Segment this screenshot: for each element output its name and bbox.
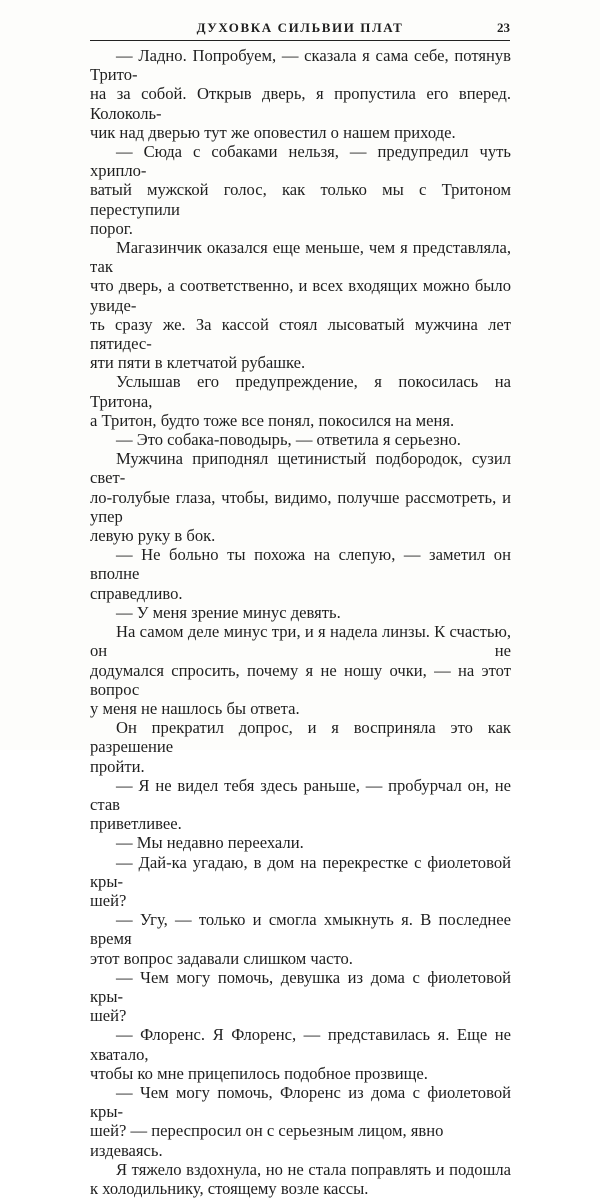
text-line: порог. bbox=[90, 218, 133, 238]
text-line: На самом деле минус три, и я надела линзы. К счастью, он не bbox=[90, 622, 511, 661]
text-line: Услышав его предупреждение, я покосилась на Тритона, bbox=[90, 372, 511, 411]
text-line: додумался спросить, почему я не ношу очки, — на этот вопрос bbox=[90, 660, 511, 699]
paragraph bbox=[90, 776, 511, 834]
text-line: Магазинчик оказался еще меньше, чем я представляла, так bbox=[90, 238, 511, 277]
text-line: — Я не видел тебя здесь раньше, — пробурчал он, не став bbox=[90, 775, 511, 814]
header-rule bbox=[90, 40, 510, 41]
text-line: — Сюда с собаками нельзя, — предупредил чуть хрипло- bbox=[90, 142, 511, 181]
running-title: ДУХОВКА СИЛЬВИИ ПЛАТ bbox=[196, 20, 404, 35]
text-line: шей? — переспросил он с серьезным лицом, явно издеваясь. bbox=[90, 1121, 444, 1160]
text-line: Мужчина приподнял щетинистый подбородок, сузил свет- bbox=[90, 449, 511, 488]
text-line: приветливее. bbox=[90, 814, 182, 834]
text-line: — Чем могу помочь, Флоренс из дома с фиолетовой кры- bbox=[90, 1082, 511, 1122]
paragraph bbox=[90, 833, 511, 852]
text-line: ло-голубые глаза, чтобы, видимо, получше рассмотреть, и упер bbox=[90, 487, 511, 526]
text-line: к холодильнику, стоящему возле кассы. bbox=[90, 1178, 369, 1198]
paragraph bbox=[90, 46, 511, 142]
text-line: — Чем могу помочь, девушка из дома с фиолетовой кры- bbox=[90, 967, 511, 1006]
paragraph bbox=[90, 622, 511, 718]
paragraph bbox=[90, 372, 511, 430]
text-line: пройти. bbox=[90, 756, 145, 776]
text-line: чик над дверью тут же оповестил о нашем приходе. bbox=[90, 122, 456, 142]
paragraph bbox=[90, 449, 511, 545]
text-line: этот вопрос задавали слишком часто. bbox=[90, 948, 353, 968]
text-line: Он прекратил допрос, и я восприняла это как разрешение bbox=[90, 718, 511, 757]
paragraph bbox=[90, 603, 511, 622]
text-line: — Это собака-поводырь, — ответила я серьезно. bbox=[116, 430, 461, 450]
paragraph bbox=[90, 910, 511, 968]
body-text bbox=[90, 46, 511, 1198]
text-line: — Дай-ка угадаю, в дом на перекрестке с фиолетовой кры- bbox=[90, 852, 511, 891]
paragraph bbox=[90, 1083, 511, 1160]
text-line: Я тяжело вздохнула, но не стала поправлять и подошла bbox=[116, 1159, 511, 1179]
paragraph bbox=[90, 238, 511, 372]
running-head bbox=[90, 20, 510, 38]
text-line: у меня не нашлось бы ответа. bbox=[90, 698, 300, 718]
text-line: — Угу, — только и смогла хмыкнуть я. В последнее время bbox=[90, 910, 511, 949]
text-line: — Ладно. Попробуем, — сказала я сама себе, потянув Трито- bbox=[90, 46, 511, 85]
text-line: ватый мужской голос, как только мы с Тритоном переступили bbox=[90, 180, 511, 219]
text-line: — Не больно ты похожа на слепую, — заметил он вполне bbox=[90, 545, 511, 584]
text-line: — Мы недавно переехали. bbox=[116, 833, 304, 853]
text-line: на за собой. Открыв дверь, я пропустила его вперед. Колоколь- bbox=[90, 84, 511, 123]
paragraph bbox=[90, 430, 511, 449]
paragraph bbox=[90, 853, 511, 911]
text-line: яти пяти в клетчатой рубашке. bbox=[90, 353, 306, 373]
text-line: а Тритон, будто тоже все понял, покосился на меня. bbox=[90, 410, 455, 430]
text-line: шей? bbox=[90, 1006, 127, 1026]
text-line: ть сразу же. За кассой стоял лысоватый мужчина лет пятидес- bbox=[90, 314, 511, 354]
page-number: 23 bbox=[497, 20, 510, 35]
text-line: левую руку в бок. bbox=[90, 526, 216, 546]
paragraph bbox=[90, 545, 511, 603]
text-line: — У меня зрение минус девять. bbox=[116, 602, 341, 622]
text-line: — Флоренс. Я Флоренс, — представилась я. Еще не хватало, bbox=[90, 1025, 511, 1064]
text-line: чтобы ко мне прицепилось подобное прозвище. bbox=[90, 1063, 428, 1083]
paragraph bbox=[90, 142, 511, 238]
paragraph bbox=[90, 968, 511, 1026]
paragraph bbox=[90, 718, 511, 776]
paragraph bbox=[90, 1025, 511, 1083]
text-line: шей? bbox=[90, 890, 127, 910]
text-line: справедливо. bbox=[90, 583, 183, 603]
text-line: что дверь, а соответственно, и всех входящих можно было увиде- bbox=[90, 276, 511, 315]
paragraph bbox=[90, 1160, 511, 1198]
